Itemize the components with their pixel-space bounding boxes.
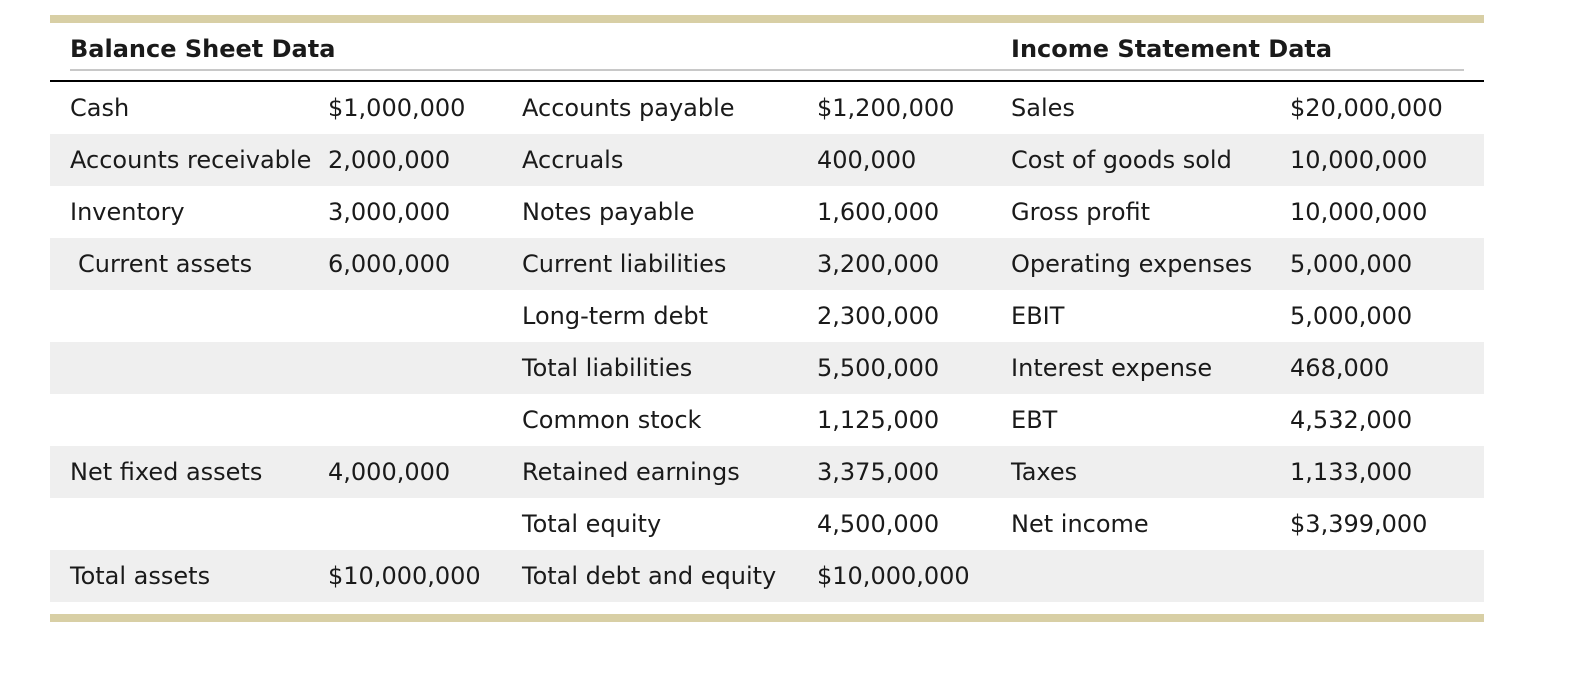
liability-label: Long-term debt (522, 302, 709, 330)
table-row (50, 550, 1484, 602)
asset-label: Accounts receivable (50, 134, 328, 186)
income-value: $3,399,000 (1290, 510, 1428, 538)
asset-value: 2,000,000 (328, 134, 522, 186)
income-value: 4,532,000 (1290, 406, 1413, 434)
liability-label: Notes payable (522, 198, 695, 226)
liability-label: Accruals (522, 134, 817, 186)
liability-label: Total liabilities (522, 342, 817, 394)
liability-label: Retained earnings (522, 446, 817, 498)
balance-sheet-header: Balance Sheet Data (70, 35, 1011, 71)
asset-label: Inventory (70, 198, 185, 226)
bottom-spacer (50, 602, 1484, 614)
liability-value: 3,200,000 (817, 238, 1011, 290)
liability-value: 3,375,000 (817, 446, 1011, 498)
liability-label: Total debt and equity (522, 550, 817, 602)
income-statement-header: Income Statement Data (1011, 35, 1464, 71)
asset-value: 3,000,000 (328, 198, 451, 226)
income-label (1011, 550, 1290, 602)
liability-label: Accounts payable (522, 94, 735, 122)
liability-value: 1,125,000 (817, 406, 940, 434)
liability-value: 4,500,000 (817, 510, 940, 538)
income-value: 468,000 (1290, 342, 1484, 394)
table-row (50, 290, 1484, 342)
liability-value: 2,300,000 (817, 302, 940, 330)
income-label: Interest expense (1011, 342, 1290, 394)
liability-label: Common stock (522, 406, 702, 434)
asset-label (50, 342, 328, 394)
income-value (1290, 550, 1484, 602)
financial-data-table-container (50, 15, 1484, 622)
asset-label (50, 290, 328, 342)
header-row (50, 23, 1484, 81)
financial-data-table (50, 23, 1484, 602)
asset-label: Cash (70, 94, 130, 122)
liability-value: $10,000,000 (817, 550, 1011, 602)
asset-label: Current assets (50, 238, 328, 290)
liability-label: Current liabilities (522, 238, 817, 290)
balance-sheet-header-cell (50, 23, 1011, 81)
asset-value: $10,000,000 (328, 550, 522, 602)
liability-value: 1,600,000 (817, 198, 940, 226)
income-label: Net income (1011, 510, 1149, 538)
table-row (50, 238, 1484, 290)
income-value: 5,000,000 (1290, 302, 1413, 330)
income-value: 10,000,000 (1290, 198, 1428, 226)
table-row (50, 498, 1484, 550)
asset-label: Total assets (50, 550, 328, 602)
table-row (50, 394, 1484, 446)
asset-label (50, 498, 328, 550)
income-label: EBIT (1011, 302, 1065, 330)
asset-value (328, 342, 522, 394)
income-label: Operating expenses (1011, 238, 1290, 290)
table-row (50, 342, 1484, 394)
liability-value: 5,500,000 (817, 342, 1011, 394)
income-label: EBT (1011, 406, 1058, 434)
income-label: Cost of goods sold (1011, 134, 1290, 186)
asset-label: Net fixed assets (50, 446, 328, 498)
asset-value: 6,000,000 (328, 238, 522, 290)
income-value: 10,000,000 (1290, 134, 1484, 186)
income-statement-header-cell (1011, 23, 1484, 81)
table-row (50, 186, 1484, 238)
table-row (50, 134, 1484, 186)
table-row (50, 446, 1484, 498)
asset-value (328, 394, 522, 446)
liability-value: $1,200,000 (817, 94, 955, 122)
income-label: Gross profit (1011, 198, 1151, 226)
liability-label: Total equity (522, 510, 662, 538)
income-value: 1,133,000 (1290, 446, 1484, 498)
asset-value: 4,000,000 (328, 446, 522, 498)
asset-value (328, 498, 522, 550)
asset-label (50, 394, 328, 446)
income-label: Sales (1011, 94, 1075, 122)
asset-value: $1,000,000 (328, 94, 466, 122)
income-label: Taxes (1011, 446, 1290, 498)
asset-value (328, 290, 522, 342)
income-value: 5,000,000 (1290, 238, 1484, 290)
top-rule (50, 15, 1484, 23)
table-row (50, 81, 1484, 134)
liability-value: 400,000 (817, 134, 1011, 186)
income-value: $20,000,000 (1290, 94, 1443, 122)
bottom-rule (50, 614, 1484, 622)
